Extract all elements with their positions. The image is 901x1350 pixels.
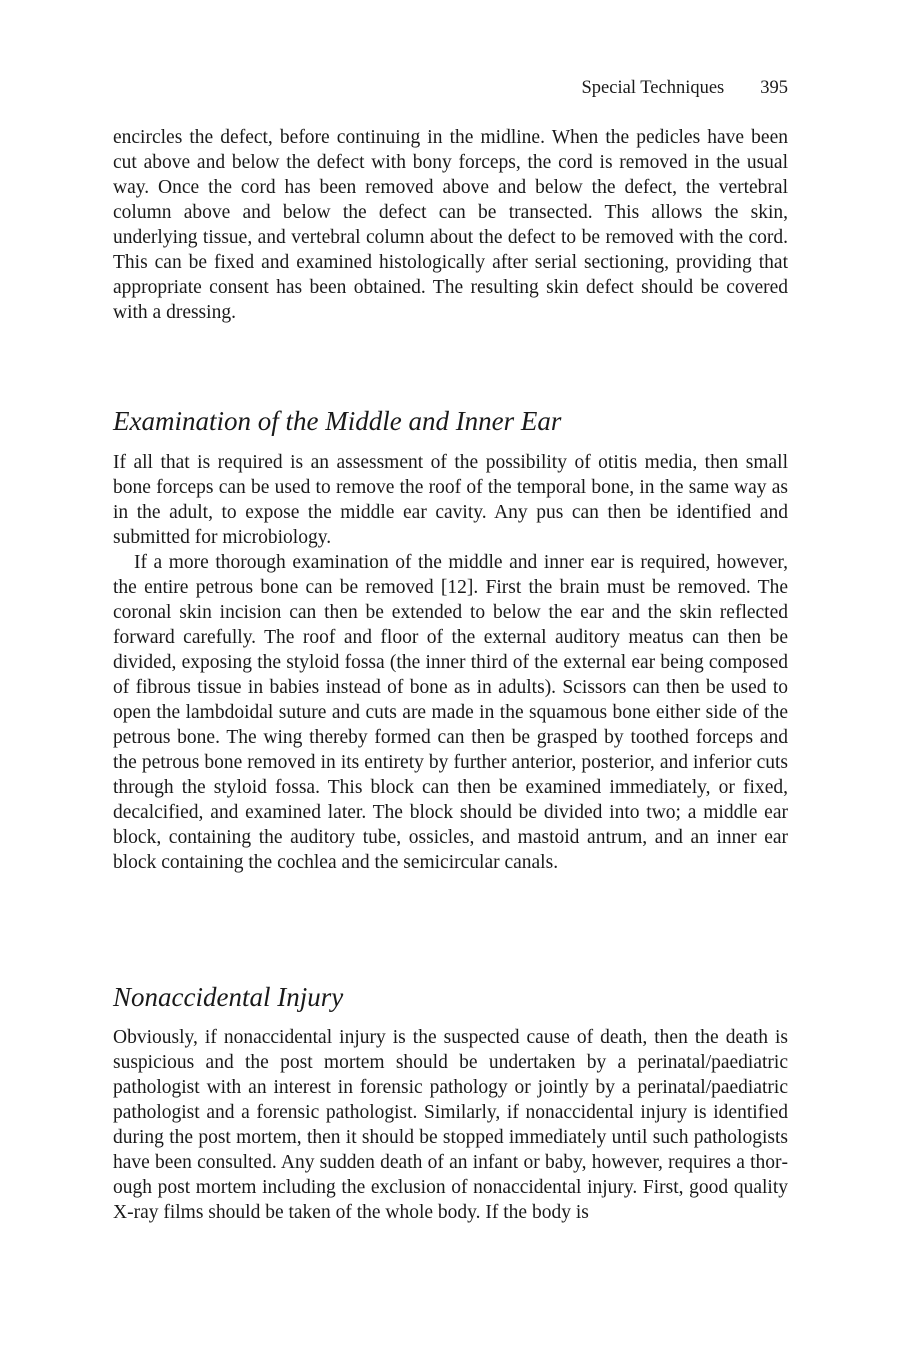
running-head — [582, 76, 788, 100]
ear-paragraph-2: If a more thorough examination of the middle and inner ear is required, however, the entire petrous bone can be removed [12]. First the brain must be removed. The coronal skin incision can then be extended to below the ear and the skin reflected forward carefully. The roof and floor of the external auditory meatus can then be divided, exposing the styloid fossa (the inner third of the external ear being composed of fibrous tissue in babies instead of bone as in adults). Scissors can then be used to open the lambdoidal suture and cuts are made in the squamous bone either side of the petrous bone. The wing thereby formed can then be grasped by toothed forceps and the petrous bone removed in its entirety by further anterior, posterior, and inferior cuts through the styloid fossa. This block can then be examined immediately, or fixed, decalcified, and examined later. The block should be divided into two; a middle ear block, containing the auditory tube, ossicles, and mastoid antrum, and an inner ear block containing the cochlea and the semicircular canals. — [113, 552, 788, 873]
intro-paragraph: encircles the defect, before continuing in the midline. When the pedicles have been cut above and below the defect with bony forceps, the cord is removed in the usual way. Once the cord has been removed above and below the defect, the vertebral column above and below the defect can be transected. This allows the skin, underlying tissue, and vertebral column about the defect to be removed with the cord. This can be fixed and examined histologically after serial sectioning, providing that appropriate consent has been obtained. The resulting skin defect should be covered with a dressing. — [113, 127, 788, 323]
section-heading-ear: Examination of the Middle and Inner Ear — [113, 406, 562, 436]
running-head-section: Special Techniques — [581, 78, 725, 98]
section-body-nonaccidental-injury — [113, 1025, 788, 1225]
section-body-ear — [113, 450, 788, 875]
section-heading-nonaccidental-injury: Nonaccidental Injury — [113, 982, 344, 1012]
ear-paragraph-1: If all that is required is an assessment of the possibility of otitis media, then small bone forceps can be used to remove the roof of the temporal bone, in the same way as in the adult, to expose the middle ear cavity. Any pus can then be identified and submitted for microbiology. — [113, 452, 788, 548]
page-number: 395 — [760, 78, 788, 98]
nai-paragraph-1: Obviously, if nonaccidental injury is the suspected cause of death, then the death is suspicious and the post mortem should be undertaken by a perinatal/paediatric pathologist with an interest in forensic pathology or jointly by a perinatal/paediatric pathologist and a forensic pathologist. Similarly, if nonaccidental injury is identified during the post mortem, then it should be stopped immediately until such pathologists have been consulted. Any sudden death of an infant or baby, however, requires a thorough post mortem including the exclusion of nonaccidental injury. First, good quality X-ray films should be taken of the whole body. If the body is — [113, 1027, 788, 1223]
